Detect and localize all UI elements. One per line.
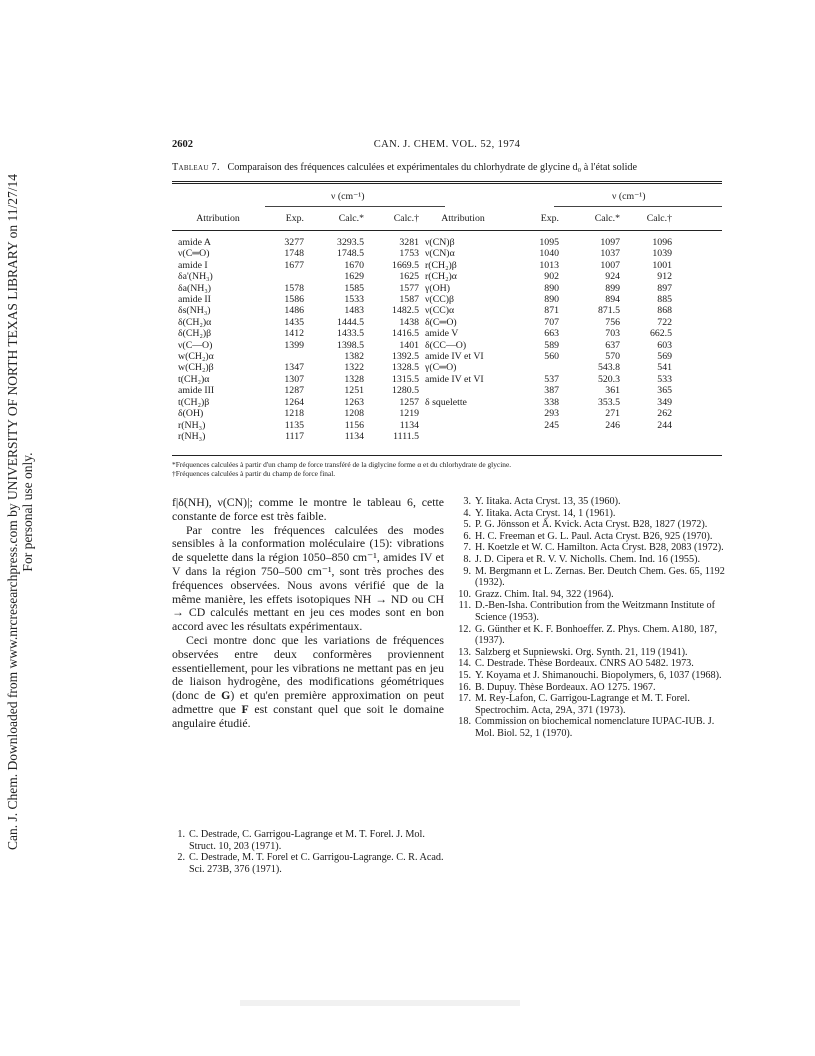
table-caption [172,162,732,173]
table-cell: 569 [657,351,672,363]
reference-item [458,508,728,520]
table-cell: 1669.5 [392,259,419,271]
column-header: Attribution [196,213,240,224]
table-cell: 1483 [344,305,364,317]
table-cell: 365 [657,385,672,397]
table-cell: 662.5 [649,328,672,340]
table-cell: 1533 [344,294,364,306]
table-cell: amide IV et VI [425,373,484,385]
table-cell: 271 [605,408,620,420]
reference-number: 8. [463,553,471,565]
table-cell: δs(NH₃) [178,305,211,317]
reference-item [458,716,728,739]
table-cell: 589 [544,339,559,351]
reference-number: 4. [463,507,471,519]
table-cell: 1156 [344,419,364,431]
nu-header-left: ν (cm⁻¹) [331,191,365,202]
paragraph-1 [172,496,444,524]
paragraph-3-text-b: ) et qu'en première approximation on peut admettre que [172,688,444,716]
table-cell: 912 [657,271,672,283]
reference-number: 9. [463,565,471,577]
reference-item [458,554,728,566]
reference-number: 10. [458,588,471,600]
table-cell: 1328 [344,373,364,385]
table-cell: 1416.5 [392,328,419,340]
reference-number: 1. [177,829,185,840]
reference-number: 14. [458,658,471,670]
table-cell: ν(CN)α [425,248,455,260]
table-cell: 1097 [600,237,620,248]
paragraph-2-text: Par contre les fréquences calculées des modes sensibles à la conformation moléculaire (15): vibrations de squelette dans la région 1050–850 cm⁻¹, amides IV et V dans la région 750–500 cm⁻¹, sont très proches des fréquences observées. Nous avons vérifié que de la même manière, les effets isotopiques NH → ND ou CH → CD calculés mettant en jeu ces modes sont en bon accord avec les résultats expérimentaux. [172,522,444,634]
table-cell [419,431,507,442]
table-cell: 890 [544,282,559,294]
table-cell: δa'(NH₃) [178,271,213,283]
table-cell: ν(CC)α [425,305,455,317]
table-cell: 1287 [284,385,304,397]
table-cell: 1135 [284,419,304,431]
nu-header-right: ν (cm⁻¹) [612,191,646,202]
table-footnotes [172,460,722,478]
table-cell [419,385,507,396]
table-cell: 899 [605,282,620,294]
reference-number: 2. [177,852,185,864]
reference-item [458,496,728,508]
table-cell: 1208 [344,408,364,420]
table-cell: 3277 [284,237,304,248]
reference-number: 17. [458,693,471,705]
reference-item [172,829,444,852]
table-cell: 3293.5 [337,237,364,248]
table-cell: 349 [657,396,672,408]
table-cell: 1013 [539,259,559,271]
table-cell: 1382 [344,351,364,363]
paragraph-1-text: f|δ(NH), ν(CN)|; comme le montre le tableau 6, cette constante de force est très faible. [172,495,444,523]
table-cell: 533 [657,373,672,385]
nu-rule-right [554,206,722,207]
table-cell: 1399 [284,339,304,351]
reference-number: 12. [458,623,471,635]
table-cell: 1398.5 [337,339,364,351]
table-cell: amide A [178,237,211,248]
table-cell [620,431,672,442]
reference-text: M. Bergmann et L. Zernas. Ber. Deutch Chem. Ges. 65, 1192 (1932). [475,565,725,589]
table-cell: 541 [657,362,672,374]
body-text [172,496,444,731]
reference-text: M. Rey-Lafon, C. Garrigou-Lagrange et M. T. Forel. Spectrochim. Acta, 29A, 371 (1973). [475,693,690,716]
table-cell: r(CH₂)β [425,259,457,271]
table-cell: 703 [605,328,620,340]
reference-text: C. Destrade, M. T. Forel et C. Garrigou-Lagrange. C. R. Acad. Sci. 273B, 376 (1971). [189,852,444,875]
reference-number: 5. [463,519,471,531]
table-top-rule [172,181,722,182]
references-left [172,829,444,875]
table-cell [559,431,620,442]
table-cell: 1412 [284,328,304,340]
watermark-line-1: Can. J. Chem. Downloaded from www.nrcresearchpress.com by UNIVERSITY OF NORTH TEXAS LIBRARY on 11/27/14 [5,174,20,850]
table-cell: ν(C═O) [178,248,210,260]
table-cell: 244 [657,419,672,431]
download-watermark [0,0,40,1056]
faint-bleed-through [240,1000,520,1006]
table-cell: 756 [605,316,620,328]
table-cell: 1444.5 [337,316,364,328]
reference-text: H. C. Freeman et G. L. Paul. Acta Cryst. B26, 925 (1970). [475,530,713,542]
table-cell: 1585 [344,282,364,294]
table-cell: δa(NH₃) [178,282,212,294]
reference-text: G. Günther et K. F. Bonhoeffer. Z. Phys. Chem. A180, 187, (1937). [475,623,718,647]
table-cell [507,431,559,442]
table-cell: 262 [657,408,672,420]
table-cell: 1587 [399,294,419,306]
table-cell: 894 [605,294,620,306]
reference-item [458,658,728,670]
reference-item [458,542,728,554]
table-cell: 1486 [284,305,304,317]
reference-text: B. Dupuy. Thèse Bordeaux. AO 1275. 1967. [475,681,656,693]
reference-item [172,852,444,875]
table-cell: 1037 [600,248,620,260]
table-cell: 1586 [284,294,304,306]
table-cell: δ squelette [425,396,467,408]
paragraph-3-text-a: Ceci montre donc que les variations de fréquences observées entre deux conformères proviennent essentiellement, pour les vibrations ne mettant pas en jeu de liaison hydrogène, des modifications géométriques (donc de [172,632,444,703]
reference-text: P. G. Jönsson et Å. Kvick. Acta Cryst. B28, 1827 (1972). [475,519,708,531]
reference-item [458,531,728,543]
table-cell: 1007 [600,259,620,271]
column-header: Calc.† [393,213,419,224]
table-cell: 293 [544,408,559,420]
table-cell: 1677 [284,259,304,271]
reference-item [458,624,728,647]
reference-number: 6. [463,530,471,542]
table-cell: 1263 [344,396,364,408]
table-cell: amide V [425,328,459,340]
column-header: Calc.* [338,213,364,224]
table-cell: 1264 [284,396,304,408]
table-cell: 1625 [399,271,419,283]
footnote-2: †Fréquences calculées à partir du champ de force final. [172,469,336,478]
table-cell: δ(CC—O) [425,339,467,351]
reference-number: 16. [458,681,471,693]
reference-item [458,682,728,694]
table-cell: 3281 [399,237,419,248]
reference-item [458,670,728,682]
paragraph-3 [172,634,444,731]
table-cell: 1251 [344,385,364,397]
table-cell: 1748 [284,248,304,260]
table-cell: 387 [544,385,559,397]
table-cell: 902 [544,271,559,283]
table-cell: 245 [544,419,559,431]
table-cell: w(CH₂)β [178,362,214,374]
caption-label: Tableau 7. [172,162,220,173]
table-cell: 1315.5 [392,373,419,385]
reference-item [458,566,728,589]
column-header: Calc.† [646,213,672,224]
reference-text: C. Destrade. Thèse Bordeaux. CNRS AO 5482. 1973. [475,658,694,670]
table-cell [419,420,507,431]
table-cell: δ(CH₂)α [178,316,212,328]
table-body [172,237,722,442]
reference-item [458,693,728,716]
table-cell: 897 [657,282,672,294]
table-cell: 1257 [399,396,419,408]
table-cell [419,408,507,419]
table-cell: δ(C═O) [425,316,457,328]
table-cell: 570 [605,351,620,363]
table-cell: 924 [605,271,620,283]
table-cell: 868 [657,305,672,317]
table-cell: 1578 [284,282,304,294]
reference-text: Y. Koyama et J. Shimanouchi. Biopolymers, 6, 1037 (1968). [475,669,722,681]
table-cell: 1438 [399,316,419,328]
table-cell: 871 [544,305,559,317]
table-cell: ν(C—O) [178,339,213,351]
reference-text: Grazz. Chim. Ital. 94, 322 (1964). [475,588,614,600]
table-cell: 1095 [539,237,559,248]
column-header: Attribution [441,213,485,224]
table-cell: amide II [178,294,211,306]
table-cell: r(NH₃) [178,419,206,431]
table-cell: r(NH₃) [178,430,206,442]
column-header: Exp. [540,213,559,224]
table-cell: 560 [544,351,559,363]
table-cell: amide III [178,385,215,397]
reference-text: Y. Iitaka. Acta Cryst. 14, 1 (1961). [475,507,616,519]
table-cell: 885 [657,294,672,306]
table-cell: γ(C═O) [425,362,457,374]
table-cell: 1280.5 [392,385,419,397]
reference-number: 18. [458,716,471,728]
table-cell: 1670 [344,259,364,271]
table-cell: 637 [605,339,620,351]
reference-text: Commission on biochemical nomenclature IUPAC-IUB. J. Mol. Biol. 52, 1 (1970). [475,716,715,739]
table-cell: ν(CC)β [425,294,455,306]
reference-item [458,647,728,659]
table-cell: 1111.5 [393,430,419,442]
table-cell: 707 [544,316,559,328]
column-header: Exp. [285,213,304,224]
table-cell: t(CH₂)α [178,373,210,385]
table-cell: 1134 [344,430,364,442]
table-cell: t(CH₂)β [178,396,210,408]
table-cell: 1748.5 [337,248,364,260]
table-cell [264,351,304,362]
table-cell: δ(CH₂)β [178,328,212,340]
paragraph-2 [172,524,444,634]
references-right [458,496,728,739]
reference-item [458,519,728,531]
reference-text: D.-Ben-Isha. Contribution from the Weitzmann Institute of Science (1953). [475,600,716,623]
table-column-headers [172,213,722,224]
table-cell: δ(OH) [178,408,204,420]
table-cell: 871.5 [597,305,620,317]
table-cell [507,362,559,373]
table-cell: 1307 [284,373,304,385]
table-cell: 1039 [652,248,672,260]
reference-number: 15. [458,669,471,681]
table-cell: 1482.5 [392,305,419,317]
table-cell: γ(OH) [425,282,451,294]
table-cell: 1433.5 [337,328,364,340]
reference-text: Salzberg et Supniewski. Org. Synth. 21, 119 (1941). [475,646,688,658]
table-cell: 1401 [399,339,419,351]
column-header: Calc.* [594,213,620,224]
reference-text: H. Koetzle et W. C. Hamilton. Acta Cryst. B28, 2083 (1972). [475,542,724,554]
reference-number: 11. [458,600,471,612]
reference-number: 3. [463,496,471,507]
table-cell: 1753 [399,248,419,260]
table-cell: 1577 [399,282,419,294]
table-cell: 1392.5 [392,351,419,363]
table-cell: 603 [657,339,672,351]
symbol-G: G [221,688,231,703]
table-cell: 1629 [344,271,364,283]
table-cell: r(CH₂)α [425,271,457,283]
table-cell: 722 [657,316,672,328]
table-cell: 1134 [399,419,419,431]
reference-text: Y. Iitaka. Acta Cryst. 13, 35 (1960). [475,496,621,507]
table-cell: 361 [605,385,620,397]
nu-rule-left [265,206,445,207]
table-cell: 1219 [399,408,419,420]
table-cell: 1218 [284,408,304,420]
table-cell: 520.3 [597,373,620,385]
reference-number: 7. [463,542,471,554]
reference-number: 13. [458,646,471,658]
watermark-line-2: For personal use only. [20,452,35,572]
table-cell: amide IV et VI [425,351,484,363]
table-cell: 1040 [539,248,559,260]
footnote-1: *Fréquences calculées à partir d'un champ de force transféré de la diglycine forme α et du chlorhydrate de glycine. [172,460,512,469]
table-cell: 1347 [284,362,304,374]
table-cell: 537 [544,373,559,385]
table-header-rule [172,230,722,231]
table-bottom-rule [172,455,722,456]
reference-item [458,589,728,601]
table-cell: 1435 [284,316,304,328]
table-cell: w(CH₂)α [178,351,214,363]
caption-text: Comparaison des fréquences calculées et expérimentales du chlorhydrate de glycine d₀ à l'état solide [227,162,638,173]
symbol-F: F [241,701,249,716]
table-cell: 890 [544,294,559,306]
reference-item [458,600,728,623]
table-cell: 663 [544,328,559,340]
table-cell: 1328.5 [392,362,419,374]
running-head: CAN. J. CHEM. VOL. 52, 1974 [373,139,521,150]
table-cell: 543.8 [597,362,620,374]
table-cell: ν(CN)β [425,237,455,248]
table-cell: 1001 [652,259,672,271]
reference-text: C. Destrade, C. Garrigou-Lagrange et M. T. Forel. J. Mol. Struct. 10, 203 (1971). [189,829,425,852]
table-cell: amide I [178,259,208,271]
table-top-rule-2 [172,183,722,184]
table-cell: 338 [544,396,559,408]
reference-text: J. D. Cipera et R. V. V. Nicholls. Chem. Ind. 16 (1955). [475,553,701,565]
table-cell: 1096 [652,237,672,248]
page-number: 2602 [172,139,193,150]
paragraph-3-text-c: est constant quel que soit le domaine angulaire étudié. [172,701,444,730]
table-cell: 1117 [285,430,304,442]
table-cell: 246 [605,419,620,431]
table-cell: 353.5 [597,396,620,408]
table-cell: 1322 [344,362,364,374]
table-cell [264,271,304,282]
